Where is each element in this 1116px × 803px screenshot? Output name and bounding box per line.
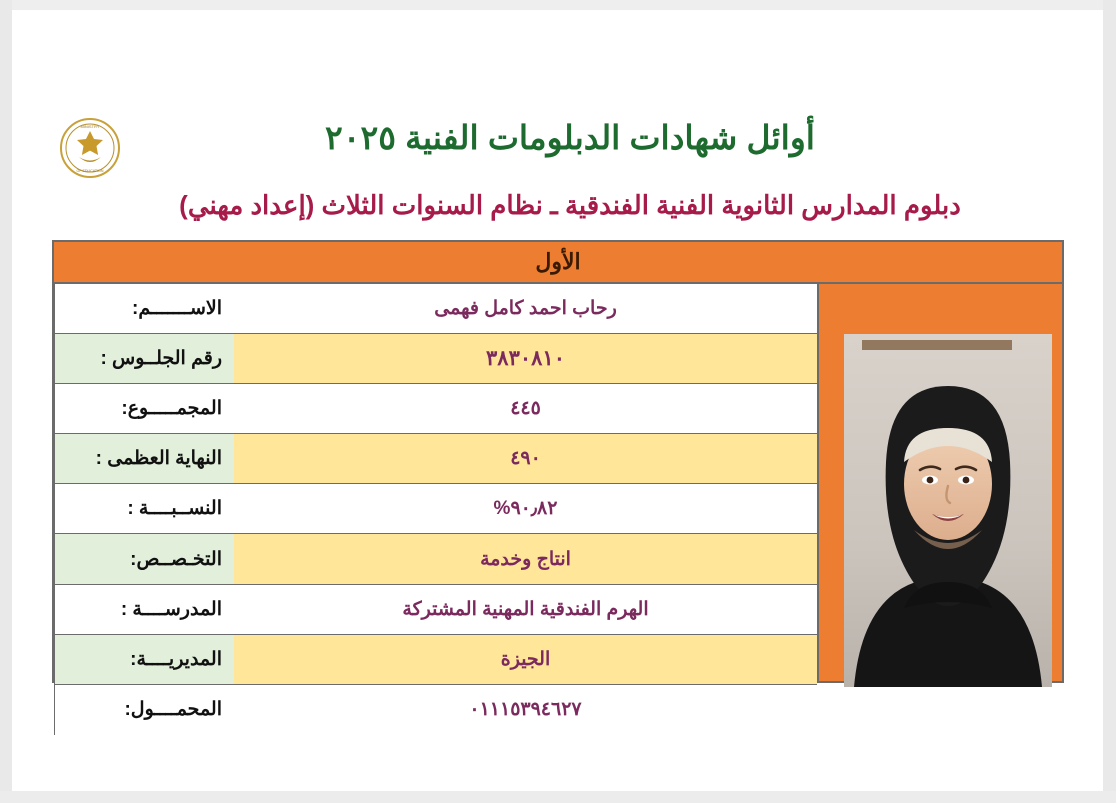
table-row: [54, 284, 817, 334]
details-table: [54, 284, 817, 721]
row-label-seat-number: رقم الجلــوس :: [54, 334, 234, 383]
table-row: [54, 585, 817, 635]
scan-edge-top: [0, 0, 1116, 10]
table-row: [54, 534, 817, 584]
rank-banner: [54, 242, 1062, 284]
row-value-mobile: ٠١١١٥٣٩٤٦٢٧: [234, 685, 817, 735]
table-row: [54, 484, 817, 534]
row-label-percentage: النســبــــة :: [54, 484, 234, 533]
row-label-school: المدرســــة :: [54, 585, 234, 634]
table-row: [54, 334, 817, 384]
row-value-seat-number: ٣٨٣٠٨١٠: [234, 334, 817, 383]
row-value-total: ٤٤٥: [234, 384, 817, 433]
table-row: [54, 384, 817, 434]
table-row: [54, 635, 817, 685]
row-label-name: الاســـــــم:: [54, 284, 234, 333]
table-row: [54, 685, 817, 735]
photo-column: [817, 284, 1062, 681]
row-label-directorate: المديريــــة:: [54, 635, 234, 684]
scan-edge-right: [1103, 0, 1116, 803]
student-card: [52, 240, 1064, 721]
page-title: أوائل شهادات الدبلومات الفنية ٢٠٢٥: [325, 119, 815, 156]
rank-label: الأول: [535, 249, 581, 274]
scan-edge-left: [0, 0, 12, 803]
row-value-specialization: انتاج وخدمة: [234, 534, 817, 583]
row-value-percentage: ٩٠٫٨٢%: [234, 484, 817, 533]
row-label-mobile: المحمــــول:: [54, 685, 234, 735]
page-subtitle: دبلوم المدارس الثانوية الفنية الفندقية ـ نظام السنوات الثلاث (إعداد مهني): [179, 190, 961, 220]
egypt-ministry-of-education-emblem-icon: [59, 117, 121, 179]
svg-text:MINISTRY: MINISTRY: [80, 124, 100, 129]
row-label-max: النهاية العظمى :: [54, 434, 234, 483]
svg-text:OF EDUCATION: OF EDUCATION: [76, 169, 104, 173]
row-value-max: ٤٩٠: [234, 434, 817, 483]
student-photo: [844, 334, 1052, 687]
row-value-directorate: الجيزة: [234, 635, 817, 684]
scan-edge-bottom: [0, 791, 1116, 803]
table-row: [54, 434, 817, 484]
row-label-specialization: التخـصــص:: [54, 534, 234, 583]
row-label-total: المجمـــــوع:: [54, 384, 234, 433]
row-value-name: رحاب احمد كامل فهمى: [234, 284, 817, 333]
row-value-school: الهرم الفندقية المهنية المشتركة: [234, 585, 817, 634]
